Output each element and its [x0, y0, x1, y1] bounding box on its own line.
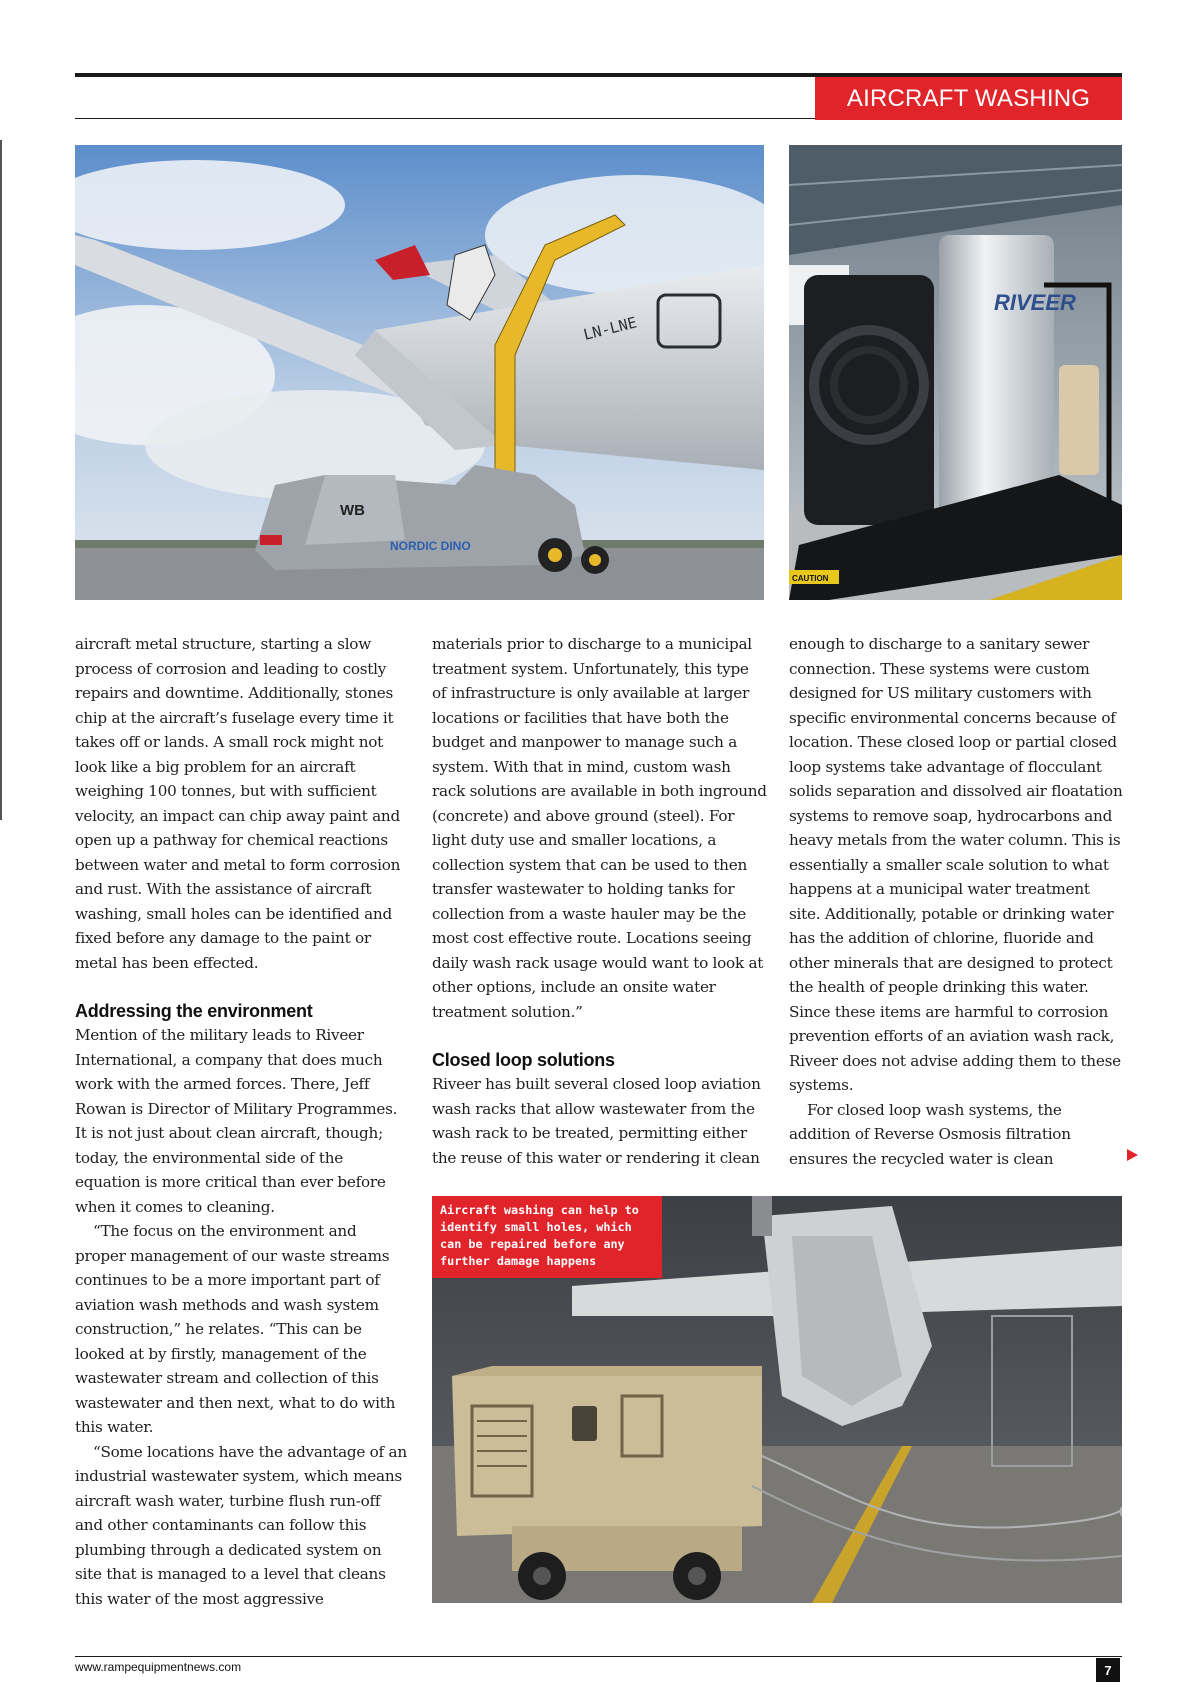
vehicle-mark: WB	[340, 502, 365, 519]
col1-paragraph-3: “The focus on the environment and proper management of our waste streams continues to be a more important part of aviation wash methods and wash system construction,” he relates. “This can be looked at by firstly, management of the wastewater stream and collection of this wastewater and then next, what to do with this water.	[75, 1222, 396, 1436]
article-column-3	[789, 632, 1124, 1171]
page-number: 7	[1096, 1658, 1120, 1682]
col1-paragraph-1: aircraft metal structure, starting a slow process of corrosion and leading to costly repairs and downtime. Additionally, stones chip at the aircraft’s fuselage every time it takes off or lands. A small rock might not look like a big problem for an aircraft weighing 100 tonnes, but with sufficient velocity, an impact can chip away paint and open up a pathway for chemical reactions between water and metal to form corrosion and rust. With the assistance of aircraft washing, small holes can be identified and fixed before any damage to the paint or metal has been effected.	[75, 635, 401, 972]
tail-registration: LN-LNE	[581, 313, 639, 344]
riveer-brand-text: RIVEER	[994, 290, 1076, 315]
riveer-wash-unit-image	[789, 145, 1122, 600]
aircraft-wash-truck-photo	[75, 145, 764, 600]
aircraft-wash-truck-image	[75, 145, 764, 600]
photo-caption: Aircraft washing can help to identify small holes, which can be repaired before any further damage happens	[432, 1196, 662, 1278]
page-edge	[0, 140, 2, 820]
caution-label: CAUTION	[792, 574, 829, 583]
heading-closed-loop: Closed loop solutions	[432, 1050, 615, 1070]
footer-rule	[75, 1656, 1122, 1657]
col1-paragraph-4: “Some locations have the advantage of an industrial wastewater system, which means aircraft wash water, turbine flush run-off and other contaminants can follow this plumbing through a dedicated system on site that is managed to a level that cleans this water of the most aggressive	[75, 1442, 407, 1608]
section-tag: AIRCRAFT WASHING	[815, 77, 1122, 120]
riveer-wash-unit-photo	[789, 145, 1122, 600]
col2-paragraph-2: Riveer has built several closed loop aviation wash racks that allow wastewater from the wash rack to be treated, permitting either the reuse of this water or rendering it clean	[432, 1075, 761, 1167]
col3-paragraph-2: For closed loop wash systems, the addition of Reverse Osmosis filtration ensures the recycled water is clean	[789, 1100, 1071, 1168]
vehicle-brand: NORDIC DINO	[390, 539, 471, 553]
heading-addressing-environment: Addressing the environment	[75, 1001, 313, 1021]
article-column-2	[432, 632, 767, 1170]
col1-paragraph-2: Mention of the military leads to Riveer International, a company that does much work with the armed forces. There, Jeff Rowan is Director of Military Programmes. It is not just about clean aircraft, though; today, the environmental side of the equation is more critical than ever before when it comes to cleaning.	[75, 1026, 398, 1216]
footer-url[interactable]: www.rampequipmentnews.com	[75, 1660, 242, 1674]
col3-paragraph-1: enough to discharge to a sanitary sewer connection. These systems were custom designed for US military customers with specific environmental concerns because of location. These closed loop or partial closed loop systems take advantage of flocculant solids separation and dissolved air floatation systems to remove soap, hydrocarbons and heavy metals from the water column. This is essentially a smaller scale solution to what happens at a municipal water treatment site. Additionally, potable or drinking water has the addition of chlorine, fluoride and other minerals that are designed to protect the health of people drinking this water. Since these items are harmful to corrosion prevention efforts of an aviation wash rack, Riveer does not advise adding them to these systems.	[789, 635, 1123, 1094]
article-column-1	[75, 632, 410, 1611]
col2-paragraph-1: materials prior to discharge to a municipal treatment system. Unfortunately, this type of infrastructure is only available at larger locations or facilities that have both the budget and manpower to manage such a system. With that in mind, custom wash rack solutions are available in both inground (concrete) and above ground (steel). For light duty use and smaller locations, a collection system that can be used to then transfer wastewater to holding tanks for collection from a waste hauler may be the most cost effective route. Locations seeing daily wash rack usage would want to look at other options, include an onsite water treatment solution.”	[432, 635, 767, 1021]
continue-arrow-icon	[1127, 1149, 1138, 1161]
header-divider	[75, 118, 815, 119]
